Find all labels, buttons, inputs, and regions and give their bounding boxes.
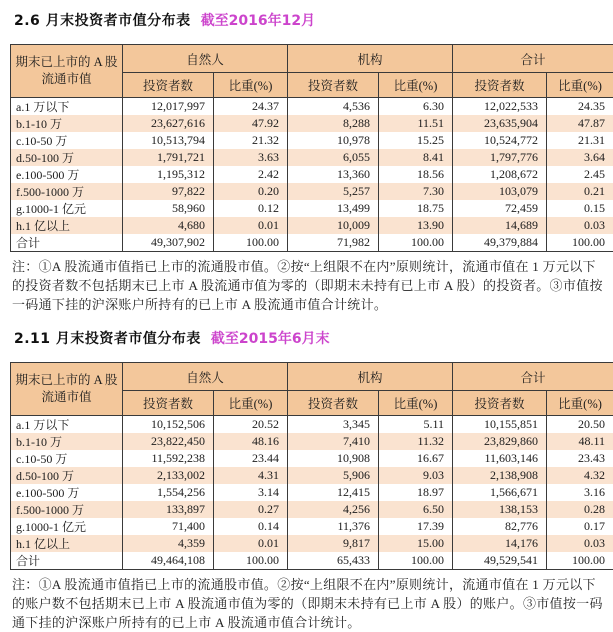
cell-value: 100.00 <box>214 552 288 570</box>
corner-header-line2: 流通市值 <box>13 71 120 88</box>
cell-value: 10,152,506 <box>123 416 214 434</box>
row-label: e.100-500 万 <box>11 166 123 183</box>
cell-value: 23,635,904 <box>453 115 547 132</box>
sub-header-percent: 比重(%) <box>379 391 453 416</box>
table-row <box>11 200 613 217</box>
cell-value: 23.44 <box>214 450 288 467</box>
cell-value: 7,410 <box>288 433 379 450</box>
sub-header-investor-count: 投资者数 <box>453 391 547 416</box>
cell-value: 4,536 <box>288 98 379 116</box>
cell-value: 100.00 <box>547 552 613 570</box>
cell-value: 100.00 <box>379 234 453 252</box>
table-row <box>11 467 613 484</box>
cell-value: 8.41 <box>379 149 453 166</box>
cell-value: 12,022,533 <box>453 98 547 116</box>
cell-value: 1,195,312 <box>123 166 214 183</box>
cell-value: 21.31 <box>547 132 613 149</box>
cell-value: 6,055 <box>288 149 379 166</box>
cell-value: 4,256 <box>288 501 379 518</box>
table-row <box>11 98 613 116</box>
table-row <box>11 234 613 252</box>
group-header-total: 合计 <box>453 363 613 391</box>
cell-value: 97,822 <box>123 183 214 200</box>
cell-value: 72,459 <box>453 200 547 217</box>
cell-value: 47.92 <box>214 115 288 132</box>
cell-value: 1,791,721 <box>123 149 214 166</box>
table-row <box>11 450 613 467</box>
row-label: c.10-50 万 <box>11 132 123 149</box>
cell-value: 133,897 <box>123 501 214 518</box>
cell-value: 5.11 <box>379 416 453 434</box>
cell-value: 3.64 <box>547 149 613 166</box>
cell-value: 13.90 <box>379 217 453 234</box>
cell-value: 5,906 <box>288 467 379 484</box>
cell-value: 3.16 <box>547 484 613 501</box>
sub-header-percent: 比重(%) <box>214 391 288 416</box>
cell-value: 9.03 <box>379 467 453 484</box>
cell-value: 0.27 <box>214 501 288 518</box>
cell-value: 11,592,238 <box>123 450 214 467</box>
cell-value: 0.01 <box>214 217 288 234</box>
cell-value: 1,208,672 <box>453 166 547 183</box>
cell-value: 47.87 <box>547 115 613 132</box>
cell-value: 0.17 <box>547 518 613 535</box>
cell-value: 49,379,884 <box>453 234 547 252</box>
table-row <box>11 149 613 166</box>
header-group-row <box>11 363 613 391</box>
corner-header-line2: 流通市值 <box>13 389 120 406</box>
sub-header-investor-count: 投资者数 <box>123 391 214 416</box>
cell-value: 100.00 <box>547 234 613 252</box>
row-label: d.50-100 万 <box>11 149 123 166</box>
cell-value: 23,627,616 <box>123 115 214 132</box>
cell-value: 48.16 <box>214 433 288 450</box>
cell-value: 103,079 <box>453 183 547 200</box>
cell-value: 10,908 <box>288 450 379 467</box>
cell-value: 5,257 <box>288 183 379 200</box>
row-label: g.1000-1 亿元 <box>11 518 123 535</box>
market-value-table-2015 <box>10 362 613 570</box>
cell-value: 10,524,772 <box>453 132 547 149</box>
cell-value: 21.32 <box>214 132 288 149</box>
cell-value: 14,176 <box>453 535 547 552</box>
cell-value: 11,603,146 <box>453 450 547 467</box>
cell-value: 24.35 <box>547 98 613 116</box>
cell-value: 16.67 <box>379 450 453 467</box>
section-title <box>0 0 613 30</box>
table-row <box>11 433 613 450</box>
cell-value: 58,960 <box>123 200 214 217</box>
table-body <box>11 98 613 252</box>
section-2-6 <box>0 0 613 314</box>
row-label: a.1 万以下 <box>11 416 123 434</box>
corner-header <box>11 45 123 98</box>
row-label: h.1 亿以上 <box>11 535 123 552</box>
table-note: 注：①A 股流通市值指已上市的流通股市值。②按“上组限不在内”原则统计，流通市值在 1 万元以下的账户数不包括期末已上市 A 股流通市值为零的（即期末未持有已上市 A 股）的账户。③市值按一码通下挂的沪深账户所持有的已上市 A 股流通市值合计统计。 <box>0 570 613 632</box>
sub-header-percent: 比重(%) <box>214 73 288 98</box>
cell-value: 7.30 <box>379 183 453 200</box>
cell-value: 18.97 <box>379 484 453 501</box>
cell-value: 2.42 <box>214 166 288 183</box>
cell-value: 3.63 <box>214 149 288 166</box>
cell-value: 0.12 <box>214 200 288 217</box>
cell-value: 11.51 <box>379 115 453 132</box>
cell-value: 48.11 <box>547 433 613 450</box>
cell-value: 49,307,902 <box>123 234 214 252</box>
group-header-institution: 机构 <box>288 363 453 391</box>
table-row <box>11 552 613 570</box>
cell-value: 18.75 <box>379 200 453 217</box>
cell-value: 0.03 <box>547 217 613 234</box>
cell-value: 14,689 <box>453 217 547 234</box>
row-label: g.1000-1 亿元 <box>11 200 123 217</box>
group-header-institution: 机构 <box>288 45 453 73</box>
table-row <box>11 416 613 434</box>
cell-value: 71,400 <box>123 518 214 535</box>
cell-value: 3,345 <box>288 416 379 434</box>
title-date-highlight: 截至2015年6月末 <box>211 331 330 347</box>
table-row <box>11 166 613 183</box>
cell-value: 0.21 <box>547 183 613 200</box>
cell-value: 10,978 <box>288 132 379 149</box>
cell-value: 4,680 <box>123 217 214 234</box>
cell-value: 0.20 <box>214 183 288 200</box>
row-label: c.10-50 万 <box>11 450 123 467</box>
section-title <box>0 314 613 348</box>
corner-header-line1: 期末已上市的 A 股 <box>13 372 120 389</box>
cell-value: 20.50 <box>547 416 613 434</box>
row-label: 合计 <box>11 234 123 252</box>
row-label: h.1 亿以上 <box>11 217 123 234</box>
group-header-natural-person: 自然人 <box>123 45 288 73</box>
cell-value: 2,138,908 <box>453 467 547 484</box>
cell-value: 17.39 <box>379 518 453 535</box>
cell-value: 13,499 <box>288 200 379 217</box>
cell-value: 12,415 <box>288 484 379 501</box>
cell-value: 23,829,860 <box>453 433 547 450</box>
table-body <box>11 416 613 570</box>
group-header-natural-person: 自然人 <box>123 363 288 391</box>
sub-header-investor-count: 投资者数 <box>453 73 547 98</box>
cell-value: 71,982 <box>288 234 379 252</box>
row-label: f.500-1000 万 <box>11 183 123 200</box>
cell-value: 23.43 <box>547 450 613 467</box>
table-row <box>11 217 613 234</box>
sub-header-percent: 比重(%) <box>547 73 613 98</box>
cell-value: 4,359 <box>123 535 214 552</box>
cell-value: 2.45 <box>547 166 613 183</box>
header-group-row <box>11 45 613 73</box>
cell-value: 82,776 <box>453 518 547 535</box>
cell-value: 100.00 <box>379 552 453 570</box>
row-label: b.1-10 万 <box>11 115 123 132</box>
sub-header-investor-count: 投资者数 <box>288 391 379 416</box>
table-row <box>11 183 613 200</box>
sub-header-investor-count: 投资者数 <box>123 73 214 98</box>
section-2-11 <box>0 314 613 632</box>
row-label: b.1-10 万 <box>11 433 123 450</box>
cell-value: 0.14 <box>214 518 288 535</box>
cell-value: 6.50 <box>379 501 453 518</box>
cell-value: 15.00 <box>379 535 453 552</box>
row-label: f.500-1000 万 <box>11 501 123 518</box>
corner-header-line1: 期末已上市的 A 股 <box>13 54 120 71</box>
cell-value: 11,376 <box>288 518 379 535</box>
row-label: e.100-500 万 <box>11 484 123 501</box>
table-row <box>11 132 613 149</box>
cell-value: 11.32 <box>379 433 453 450</box>
cell-value: 20.52 <box>214 416 288 434</box>
cell-value: 15.25 <box>379 132 453 149</box>
title-date-highlight: 截至2016年12月 <box>201 13 315 29</box>
cell-value: 65,433 <box>288 552 379 570</box>
table-row <box>11 535 613 552</box>
table-row <box>11 484 613 501</box>
cell-value: 24.37 <box>214 98 288 116</box>
market-value-table-2016 <box>10 44 613 252</box>
cell-value: 10,155,851 <box>453 416 547 434</box>
cell-value: 138,153 <box>453 501 547 518</box>
row-label: d.50-100 万 <box>11 467 123 484</box>
cell-value: 0.01 <box>214 535 288 552</box>
cell-value: 49,529,541 <box>453 552 547 570</box>
cell-value: 2,133,002 <box>123 467 214 484</box>
table-row <box>11 501 613 518</box>
cell-value: 10,513,794 <box>123 132 214 149</box>
cell-value: 4.31 <box>214 467 288 484</box>
cell-value: 18.56 <box>379 166 453 183</box>
cell-value: 6.30 <box>379 98 453 116</box>
section-title-text: 2.11 月末投资者市值分布表 <box>14 331 201 347</box>
row-label: 合计 <box>11 552 123 570</box>
cell-value: 49,464,108 <box>123 552 214 570</box>
cell-value: 4.32 <box>547 467 613 484</box>
table-note: 注：①A 股流通市值指已上市的流通股市值。②按“上组限不在内”原则统计，流通市值在 1 万元以下的投资者数不包括期末已上市 A 股流通市值为零的（即期末未持有已上市 A 股）的投资者。③市值按一码通下挂的沪深账户所持有的已上市 A 股流通市值合计统计。 <box>0 252 613 314</box>
cell-value: 8,288 <box>288 115 379 132</box>
group-header-total: 合计 <box>453 45 613 73</box>
table-row <box>11 115 613 132</box>
cell-value: 0.03 <box>547 535 613 552</box>
row-label: a.1 万以下 <box>11 98 123 116</box>
cell-value: 0.15 <box>547 200 613 217</box>
sub-header-investor-count: 投资者数 <box>288 73 379 98</box>
cell-value: 23,822,450 <box>123 433 214 450</box>
cell-value: 3.14 <box>214 484 288 501</box>
cell-value: 1,566,671 <box>453 484 547 501</box>
cell-value: 13,360 <box>288 166 379 183</box>
corner-header <box>11 363 123 416</box>
cell-value: 9,817 <box>288 535 379 552</box>
sub-header-percent: 比重(%) <box>379 73 453 98</box>
cell-value: 0.28 <box>547 501 613 518</box>
cell-value: 10,009 <box>288 217 379 234</box>
cell-value: 1,554,256 <box>123 484 214 501</box>
cell-value: 1,797,776 <box>453 149 547 166</box>
cell-value: 12,017,997 <box>123 98 214 116</box>
table-row <box>11 518 613 535</box>
cell-value: 100.00 <box>214 234 288 252</box>
section-title-text: 2.6 月末投资者市值分布表 <box>14 13 191 29</box>
sub-header-percent: 比重(%) <box>547 391 613 416</box>
